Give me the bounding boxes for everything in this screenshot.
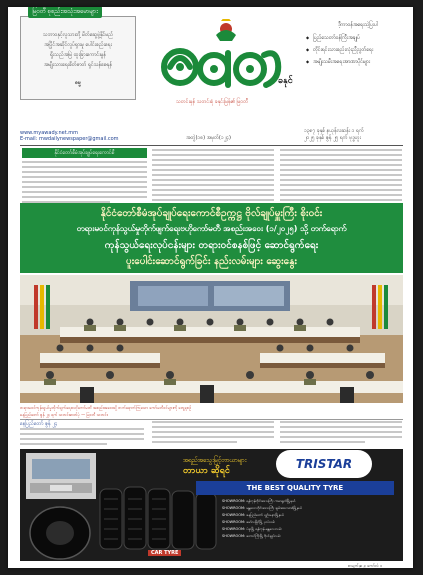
showroom-line: SHOWROOM: ရန်ကုန်တိုင်းဒေသကြီး ကမာရွတ်မြို့နယ် — [222, 499, 296, 503]
meeting-photo — [20, 275, 403, 403]
date-myanmar: ၁၃၈၇ ခုနှစ် နယုန်လဆန်း ၁ ရက် — [304, 128, 364, 134]
showroom-line: SHOWROOM: ပဲခူးမြို့ ရန်ကုန်-မန္တလေးလမ်း — [222, 527, 282, 531]
article-column — [22, 161, 147, 206]
promo-footer: ဓမ္မ — [75, 80, 81, 86]
promo-box — [20, 16, 136, 100]
toc-heading: ဒီ့ကာဝန်အရေးသဲ့ပြးပါ — [338, 22, 378, 28]
tyre-icon — [100, 487, 216, 549]
headline-line: ကုန်သွယ်ရေးလုပ်ငန်းများ တရားဝင်စနစ်ဖြင့် ဆောင်ရွက်ရေး — [104, 240, 319, 251]
ad-header-small: အရည်အသွေးမြင့်တာယာများ — [183, 457, 247, 464]
page-number: စာမျက်နှာ ၉ ကော်လံ ၁ — [348, 563, 383, 568]
promo-title: မြဝတီ စုစည်းအသုံးအမောများ — [28, 7, 102, 18]
ad-header-big: တာယာ ဆိုရင် — [183, 466, 230, 476]
showroom-line: SHOWROOM: တောင်ကြီးမြို့ ဗိုလ်ချုပ်လမ်း — [222, 534, 281, 538]
article-column — [280, 421, 402, 446]
issue-date — [304, 128, 404, 142]
headline-banner — [20, 203, 403, 273]
divider — [20, 419, 403, 420]
promo-line: အမျိုးသားရေးစိတ်ဓာတ် ရှင်သန်စေရန် — [43, 62, 113, 68]
showroom-line: SHOWROOM: မော်လမြိုင်မြို့ ပုလဲလမ်း — [222, 520, 276, 524]
article-dateline: နေပြည်တော် ဇွန် ၂၄ — [20, 421, 58, 427]
car-tyre-label: CAR TYRE — [148, 550, 181, 556]
section-title: နိုင်ငံတော်စီမံအုပ်ချုပ်ရေးကောင်စီ — [22, 148, 147, 158]
toc-item[interactable]: ◆ အမျိုးသမီးအရေးအာဏာပိုင်များ — [306, 57, 410, 67]
quality-tagline: THE BEST QUALITY TYRE — [196, 481, 394, 495]
headline-line: ပူးပေါင်းဆောင်ရွက်ခြင်း နည်းလမ်းများ ဆွေးနွေး — [126, 256, 297, 267]
photo-caption: နေပြည်တော် ဇွန် ၂၄ ရက် သတင်းဓာတ်ပုံ — မြဝတီ သတင်း — [20, 412, 108, 417]
masthead-slogan: သတင်းမှန် သတင်းစုံ ခနုင်းမြန်၏ မြဝတီ — [176, 99, 249, 105]
showroom-line: SHOWROOM: နေပြည်တော် ပျဉ်းမနားမြို့နယ် — [222, 513, 284, 517]
promo-line: အပြိုင်အဆိုင်လှုပ်ရှားမှု ပေါင်းစည်းရေး — [44, 42, 112, 48]
volume-number: အတွဲ(၁၈) အမှတ်(၁၂၄) — [186, 135, 231, 141]
photo-caption: တရားမဝင်ကုန်သွယ်မှုတိုက်ဖျက်ရေးဗဟိုကော်မတီ အစည်းအဝေးသို့ တက်ရောက်ကြသော ကော်မတီဝင်များကို တွေ့ရစဉ် — [20, 405, 192, 410]
masthead-logo — [158, 19, 298, 99]
headline-line: တရားမဝင်ကုန်သွယ်မှုတိုက်ဖျက်ရေးဗဟိုကော်မတီ အစည်းအဝေး (၁/၂၀၂၅) သို့ တက်ရောက် — [76, 224, 347, 233]
divider — [20, 145, 403, 146]
article-column — [20, 428, 144, 448]
emblem-icon — [216, 19, 236, 41]
website-link[interactable]: www.myawady.net.mm — [20, 130, 78, 136]
newspaper-page — [8, 7, 413, 568]
truck-icon — [26, 453, 96, 499]
region-label: ခနုင် — [278, 76, 293, 86]
headlines-list — [306, 21, 410, 69]
article-column — [152, 421, 274, 446]
article-column — [280, 149, 402, 209]
article-column — [152, 149, 274, 209]
headline-line: နိုင်ငံတော်စီမံအုပ်ချုပ်ရေးကောင်စီဥက္ကဋ္ဌ ဗိုလ်ချုပ်မှူးကြီး စိုးဝင်း — [100, 208, 323, 219]
toc-item[interactable]: ◆ တိုင်းရင်းသားစည်းလုံးညီညွတ်ရေး — [306, 45, 410, 55]
brand-logo: TRISTAR — [276, 450, 372, 478]
date-gregorian: ၂၀၂၅ ခုနှစ် ဇွန် ၂၅ ရက် ဗုဒ္ဓဟူး — [304, 135, 361, 141]
email-link[interactable]: E-mail: mwdailynewspaper@gmail.com — [20, 136, 119, 142]
promo-line: ရှိုးသည်အမြဲ ထူးခြားကောင်းမွန် — [50, 52, 106, 58]
promo-line: သဘာဝနှင့်လူသားတို့ မိတ်ဆွေဖွဲ့နိုင်မည် — [42, 32, 114, 38]
showroom-line: SHOWROOM: မန္တလေးတိုင်းဒေသကြီး ချမ်းအေးသာစံမြို့နယ် — [222, 506, 302, 510]
toc-item[interactable]: ◆ ပြည်သေတာ်ဝန်ကြီးအချုပ် — [306, 33, 410, 43]
